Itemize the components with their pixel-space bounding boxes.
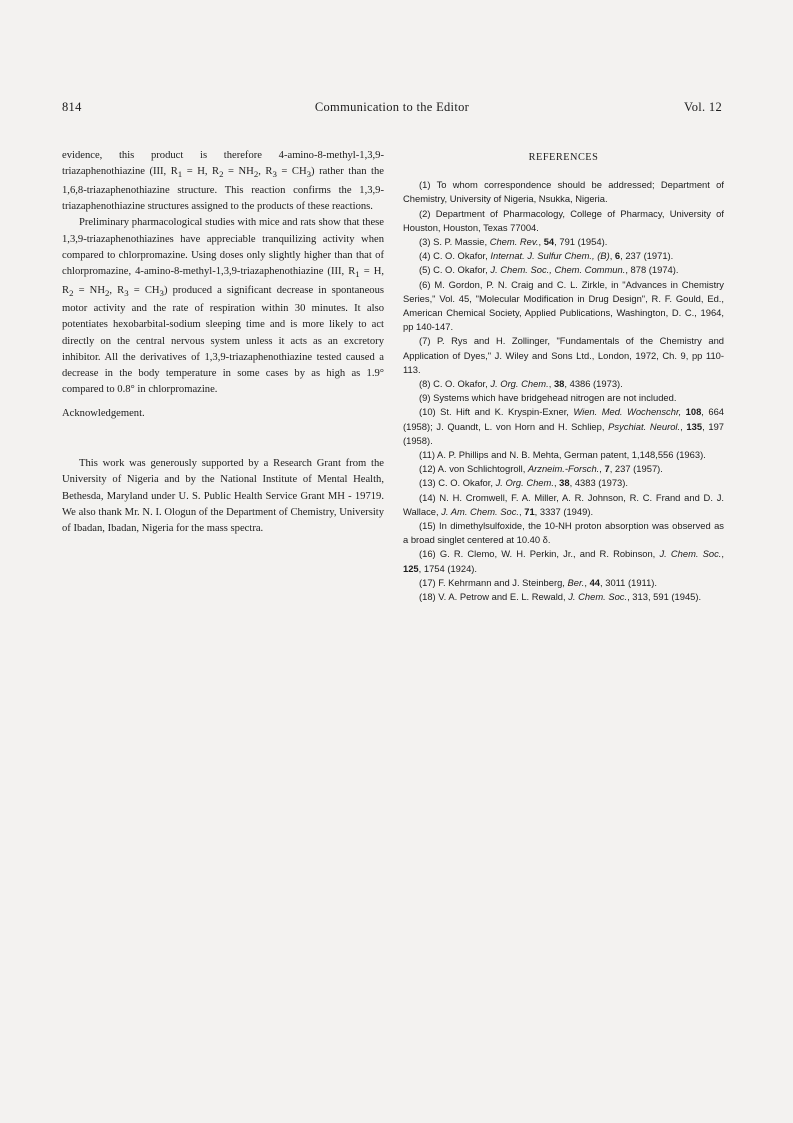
acknowledgement-body: This work was generously supported by a Research Grant from the University of Nigeria and by the National Institute of Mental Health, Bethesda, Maryland under U. S. Public Health Service Grant MH - 19719. We also thank Mr. N. I. Ologun of the Department of Chemistry, University of Ibadan, Ibadan, Nigeria for the mass spectra. <box>62 458 384 535</box>
reference-item: (18) V. A. Petrow and E. L. Rewald, J. Chem. Soc., 313, 591 (1945). <box>419 591 702 603</box>
paragraph-evidence: evidence, this product is therefore 4-amino-8-methyl-1,3,9-triazaphenothiazine (III, $R_1 = H$, $R_2 = NH_2$, $R_3 = CH_3$) rather than the 1,6,8-triazaphenothiazine structure. This reaction confirms the 1,3,9-triazaphenothiazine structures assigned to the products of these reactions. <box>62 150 384 212</box>
reference-item: (16) G. R. Clemo, W. H. Perkin, Jr., and R. Robinson, J. Chem. Soc., 125, 1754 (1924). <box>403 548 724 574</box>
reference-item: (5) C. O. Okafor, J. Chem. Soc., Chem. Commun., 878 (1974). <box>419 264 679 276</box>
reference-item: (12) A. von Schlichtogroll, Arzneim.-Forsch., 7, 237 (1957). <box>419 463 663 475</box>
reference-item: (11) A. P. Phillips and N. B. Mehta, German patent, 1,148,556 (1963). <box>419 449 706 461</box>
paragraph-pharmacology: Preliminary pharmacological studies with mice and rats show that these 1,3,9-triazaphenothiazines have appreciable tranquilizing activity when compared to chlorpromazine. Using doses only slightly higher than that of chlorpromazine, 4-amino-8-methyl-1,3,9-triazaphenothiazine (III, $R_1 = H$, $R_2 = NH_2$, $R_3 = CH_3$) produced a significant decrease in spontaneous motor activity and the rate of respiration within 30 minutes. It also potentiates hexobarbital-sodium sleeping time and is more likely to act directly on the central nervous system unless it acts as an excretory inhibitor. All the derivatives of 1,3,9-triazaphenothiazine tested caused a decrease in the body temperature in some cases by as high as 1.9° compared to 0.8° in chlorpromazine. <box>62 217 384 396</box>
reference-item: (13) C. O. Okafor, J. Org. Chem., 38, 4383 (1973). <box>419 477 628 489</box>
acknowledgement-heading: Acknowledgement. <box>62 407 145 419</box>
references-heading: REFERENCES <box>528 152 599 163</box>
running-title: Communication to the Editor <box>314 100 470 114</box>
running-header <box>62 100 722 118</box>
reference-item: (1) To whom correspondence should be addressed; Department of Chemistry, University of Nigeria, Nsukka, Nigeria. <box>403 179 724 205</box>
reference-item: (9) Systems which have bridgehead nitrogen are not included. <box>419 392 677 404</box>
reference-item: (6) M. Gordon, P. N. Craig and C. L. Zirkle, in "Advances in Chemistry Series," Vol. 45, "Molecular Modification in Drug Design", R. F. Gould, Ed., American Chemical Society, Applied Publications, Washington, D. C., 1964, pp 140-147. <box>403 278 724 333</box>
references-column <box>403 151 724 604</box>
volume-label: Vol. 12 <box>684 100 722 114</box>
reference-item: (7) P. Rys and H. Zollinger, "Fundamentals of the Chemistry and Application of Dyes," J. Wiley and Sons Ltd., London, 1972, Ch. 9, pp 110-113. <box>403 335 724 375</box>
reference-item: (3) S. P. Massie, Chem. Rev., 54, 791 (1954). <box>419 236 608 248</box>
reference-item: (10) St. Hift and K. Kryspin-Exner, Wien. Med. Wochenschr, 108, 664 (1958); J. Quandt, L. von Horn and H. Schliep, Psychiat. Neurol., 135, 197 (1958). <box>403 406 724 446</box>
reference-item: (17) F. Kehrmann and J. Steinberg, Ber., 44, 3011 (1911). <box>419 576 658 588</box>
reference-item: (14) N. H. Cromwell, F. A. Miller, A. R. Johnson, R. C. Frand and D. J. Wallace, J. Am. Chem. Soc., 71, 3337 (1949). <box>403 491 724 517</box>
reference-item: (15) In dimethylsulfoxide, the 10-NH proton absorption was observed as a broad singlet centered at 10.40 δ. <box>403 520 724 546</box>
reference-list <box>403 178 724 604</box>
reference-item: (8) C. O. Okafor, J. Org. Chem., 38, 4386 (1973). <box>419 378 623 390</box>
page-number: 814 <box>62 100 82 114</box>
left-column <box>62 148 384 538</box>
reference-item: (4) C. O. Okafor, Internat. J. Sulfur Chem., (B), 6, 237 (1971). <box>419 250 674 262</box>
reference-item: (2) Department of Pharmacology, College of Pharmacy, University of Houston, Houston, Texas 77004. <box>403 207 724 233</box>
